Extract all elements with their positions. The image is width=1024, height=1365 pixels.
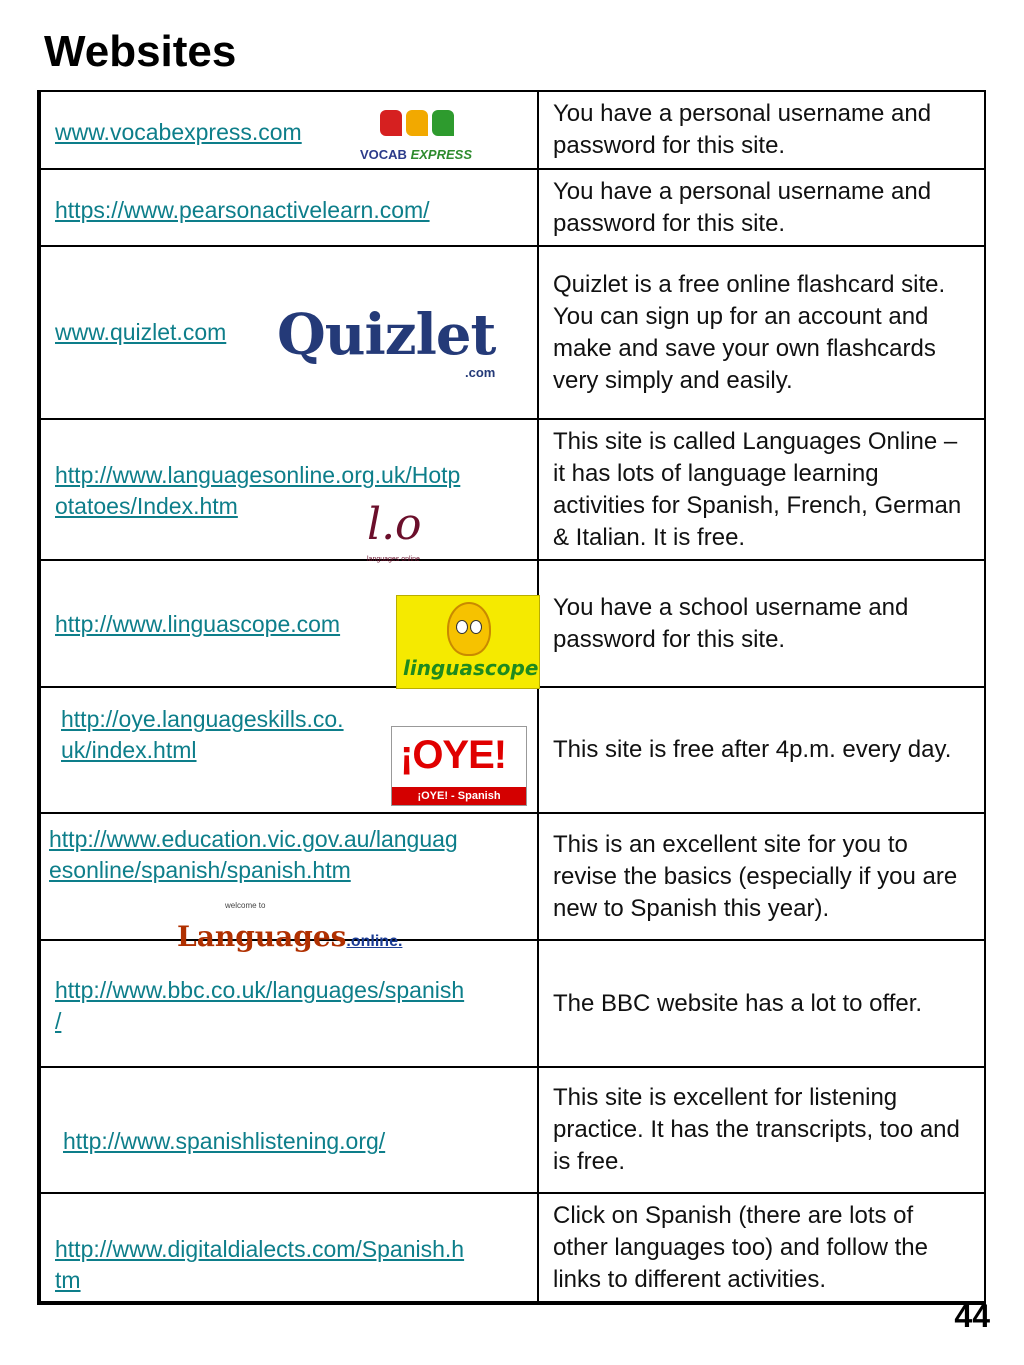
languages-online-logo: l.o languages online	[367, 499, 422, 563]
languages-online-vic-logo: welcome to Languages.online.	[177, 901, 403, 953]
vocab-express-logo: VOCAB EXPRESS	[360, 110, 472, 171]
page-title: Websites	[44, 27, 237, 76]
table-row	[39, 940, 985, 1067]
row-description: You have a personal username and password for this site.	[538, 169, 985, 246]
row-description: You have a personal username and password for this site.	[538, 91, 985, 169]
spanishlistening-link[interactable]: http://www.spanishlistening.org/	[63, 1128, 386, 1154]
vocabexpress-link[interactable]: www.vocabexpress.com	[55, 119, 302, 145]
row-description: This is an excellent site for you to revise the basics (especially if you are new to Spanish this year).	[538, 813, 985, 940]
row-description: You have a school username and password for this site.	[538, 560, 985, 687]
row-description: This site is called Languages Online – it has lots of language learning activities for Spanish, French, German & Italian. It is free.	[538, 419, 985, 560]
quizlet-link[interactable]: www.quizlet.com	[55, 319, 227, 345]
row-description: This site is excellent for listening practice. It has the transcripts, too and is free.	[538, 1067, 985, 1193]
table-row	[39, 560, 985, 687]
row-description: The BBC website has a lot to offer.	[538, 940, 985, 1067]
table-row	[39, 813, 985, 940]
bbc-link[interactable]: http://www.bbc.co.uk/languages/spanish /	[55, 977, 465, 1034]
oye-link[interactable]: http://oye.languageskills.co. uk/index.html	[61, 706, 344, 763]
table-row	[39, 687, 985, 813]
table-row	[39, 246, 985, 419]
languagesonline-link[interactable]: http://www.languagesonline.org.uk/Hotp otatoes/Index.htm	[55, 462, 461, 519]
table-row	[39, 169, 985, 246]
row-description: This site is free after 4p.m. every day.	[538, 687, 985, 813]
table-row	[39, 1067, 985, 1193]
row-description: Quizlet is a free online flashcard site. You can sign up for an account and make and save your own flashcards very simply and easily.	[538, 246, 985, 419]
oye-logo: ¡OYE! ¡OYE! - Spanish	[391, 726, 527, 806]
row-description: Click on Spanish (there are lots of other languages too) and follow the links to different activities.	[538, 1193, 985, 1303]
linguascope-logo: linguascope	[396, 595, 540, 689]
quizlet-logo: Quizlet .com	[277, 302, 496, 380]
education-vic-link[interactable]: http://www.education.vic.gov.au/languag esonline/spanish/spanish.htm	[49, 826, 458, 883]
linguascope-link[interactable]: http://www.linguascope.com	[55, 611, 341, 637]
page-number: 44	[954, 1298, 990, 1334]
table-row	[39, 91, 985, 169]
digitaldialects-link[interactable]: http://www.digitaldialects.com/Spanish.h tm	[55, 1236, 465, 1293]
websites-table	[37, 90, 986, 1305]
pearsonactivelearn-link[interactable]: https://www.pearsonactivelearn.com/	[55, 197, 430, 223]
table-row	[39, 1193, 985, 1303]
table-row	[39, 419, 985, 560]
